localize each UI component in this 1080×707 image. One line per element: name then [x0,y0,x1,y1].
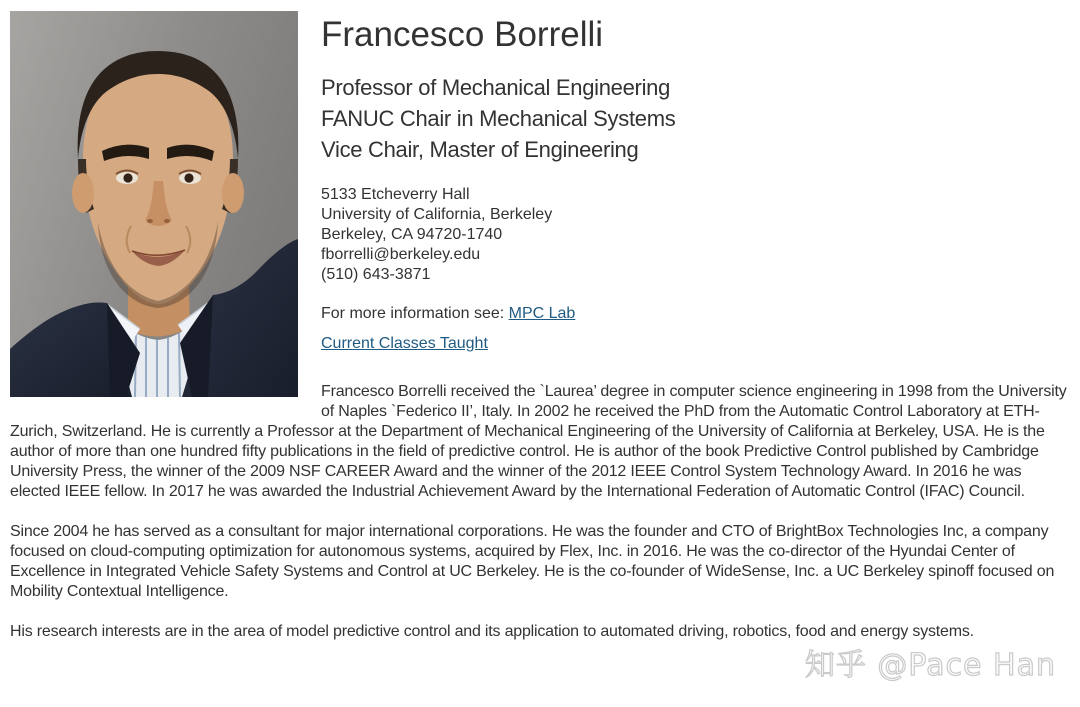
address-city-zip: Berkeley, CA 94720-1740 [321,226,503,243]
bio-paragraph-education: Francesco Borrelli received the `Laurea’ degree in computer science engineering in 1998 from the University of Naples `Federico II’, Italy. In 2002 he received the PhD from the Automatic Control Laboratory at ETH-Zurich, Switzerland. He is currently a Professor at the Department of Mechanical Engineering of the University of California at Berkeley, USA. He is the author of more than one hundred fifty publications in the field of predictive control. He is author of the book Predictive Control published by Cambridge University Press, the winner of the 2009 NSF CAREER Award and the winner of the 2012 IEEE Control System Technology Award. In 2016 he was elected IEEE fellow. In 2017 he was awarded the Industrial Achievement Award by the International Federation of Automatic Control (IFAC) Council. [10,383,1067,500]
mpc-lab-link[interactable]: MPC Lab [508,305,576,322]
zhihu-watermark: 知乎 @Pace Han [804,648,1056,683]
email-text: fborrelli@berkeley.edu [321,246,481,263]
title-line-professor: Professor of Mechanical Engineering [321,75,671,100]
address-university: University of California, Berkeley [321,206,553,223]
address-hall: 5133 Etcheverry Hall [321,186,470,203]
phone-text: (510) 643-3871 [321,266,431,283]
profile-photo [10,11,298,397]
current-classes-link[interactable]: Current Classes Taught [321,335,488,352]
bio-paragraph-research-interests: His research interests are in the area of model predictive control and its application to automated driving, robotics, food and energy systems. [10,623,974,640]
bio-paragraph-industry: Since 2004 he has served as a consultant for major international corporations. He was the founder and CTO of BrightBox Technologies Inc, a company focused on cloud-computing optimization for autonomous systems, acquired by Flex, Inc. in 2016. He was the co-director of the Hyundai Center of Excellence in Integrated Vehicle Safety Systems and Control at UC Berkeley. He is the co-founder of WideSense, Inc. a UC Berkeley spinoff focused on Mobility Contextual Intelligence. [10,523,1055,600]
title-line-vice-chair: Vice Chair, Master of Engineering [321,137,639,162]
portrait-illustration [10,11,298,397]
more-info-prefix: For more information see: [321,305,509,322]
title-line-fanuc-chair: FANUC Chair in Mechanical Systems [321,106,676,131]
profile-name: Francesco Borrelli [321,15,604,54]
